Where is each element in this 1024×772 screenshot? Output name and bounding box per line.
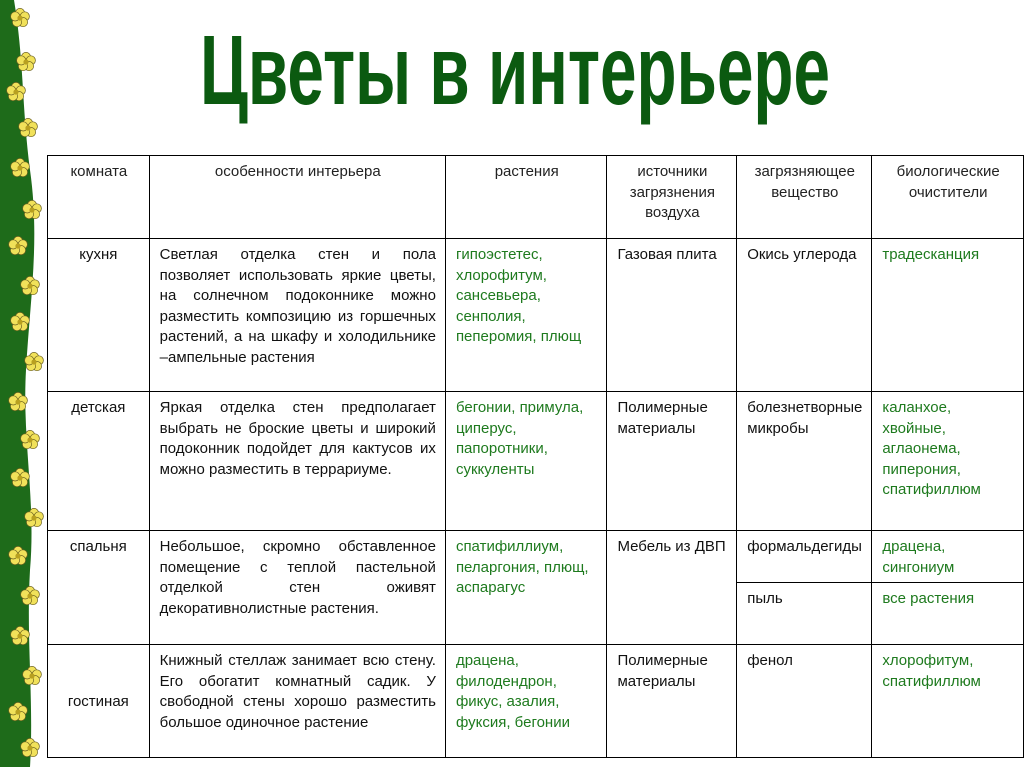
row-plants: гипоэстетес, хлорофитум, сансевьера, сенполия, пеперомия, плющ [445,239,607,392]
row-room: кухня [48,239,150,392]
row-source: Полимерные материалы [607,392,737,531]
row-features: Небольшое, скромно обставленное помещение с теплой пастельной отделкой стен оживят декоративнолистные растения. [149,531,445,645]
interior-plants-table [47,155,1024,758]
row-plants: спатифиллиум, пеларгония, плющ, аспарагус [445,531,607,645]
row-pollutant: формальдегиды [737,531,872,583]
page-title-text: Цветы в интерьере [200,22,830,125]
row-room: детская [48,392,150,531]
header-plants: растения [445,156,607,239]
row-features: Яркая отделка стен предполагает выбрать не броские цветы и широкий подоконник подойдет для кактусов их можно разместить в террариуме. [149,392,445,531]
header-sources: источники загрязнения воздуха [607,156,737,239]
table-row [48,239,1024,392]
table-header-row [48,156,1024,239]
row-features: Светлая отделка стен и пола позволяет использовать яркие цветы, на солнечном подоконнике можно разместить композицию из горшечных растений, а на шкафу и холодильнике –ампельные растения [149,239,445,392]
row-room: гостиная [48,645,150,758]
row-cleaners: каланхое, хвойные, аглаонема, пиперония, спатифиллюм [872,392,1024,531]
row-pollutant: пыль [737,583,872,645]
table-row [48,531,1024,583]
row-source: Газовая плита [607,239,737,392]
row-cleaners: хлорофитум, спатифиллюм [872,645,1024,758]
row-cleaners: все растения [872,583,1024,645]
decorative-border [0,0,48,767]
row-features: Книжный стеллаж занимает всю стену. Его обогатит комнатный садик. У свободной стены хорошо разместить большое одиночное растение [149,645,445,758]
row-source: Полимерные материалы [607,645,737,758]
table-row [48,392,1024,531]
row-plants: бегонии, примула, циперус, папоротники, суккуленты [445,392,607,531]
row-cleaners: драцена, сингониум [872,531,1024,583]
row-room: спальня [48,531,150,645]
header-room: комната [48,156,150,239]
header-pollutant: загрязняющее вещество [737,156,872,239]
row-pollutant: фенол [737,645,872,758]
table-row [48,645,1024,758]
header-cleaners: биологические очистители [872,156,1024,239]
header-features: особенности интерьера [149,156,445,239]
row-source: Мебель из ДВП [607,531,737,645]
row-pollutant: болезнетворные микробы [737,392,872,531]
row-pollutant: Окись углерода [737,239,872,392]
row-plants: драцена, филодендрон, фикус, азалия, фуксия, бегонии [445,645,607,758]
row-cleaners: традесканция [872,239,1024,392]
page-title [150,22,880,142]
